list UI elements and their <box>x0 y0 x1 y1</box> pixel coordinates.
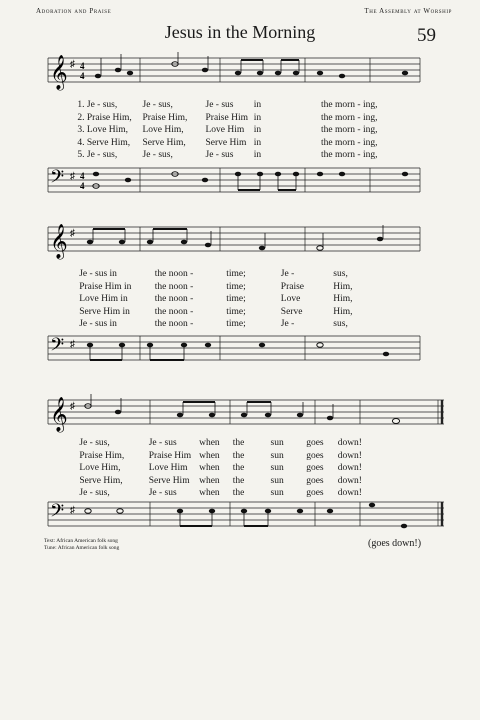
svg-text:♯: ♯ <box>70 339 75 350</box>
lyric-syllable: in <box>253 100 262 110</box>
lyrics-system-1 <box>48 99 428 164</box>
lyric-syllable: sun <box>270 488 284 499</box>
hymn-title: Jesus in the Morning <box>164 22 316 42</box>
lyric-syllable: the noon - <box>154 294 194 305</box>
lyric-syllable: when <box>199 450 220 461</box>
lyric-syllable: sun <box>270 438 284 448</box>
hymn-number: 59 <box>417 25 436 46</box>
svg-text:♯: ♯ <box>70 171 75 182</box>
lyric-syllable: when <box>199 463 220 474</box>
verse-line-3 <box>48 124 428 137</box>
lyric-syllable: 4. Serve Him, <box>77 137 131 148</box>
lyric-syllable: 5. Je - sus, <box>77 150 118 161</box>
lyric-syllable: time; <box>226 294 246 305</box>
lyric-syllable: the <box>232 488 245 499</box>
lyric-syllable: Je - <box>280 269 295 279</box>
tune-credit: Tune: African American folk song <box>44 545 120 551</box>
lyric-syllable: Je - sus, <box>142 100 173 110</box>
bass-clef-icon: 𝄢 <box>50 500 65 525</box>
lyric-syllable: down! <box>337 488 362 499</box>
lyric-syllable: Serve Him, <box>79 475 123 486</box>
lyric-syllable: the noon - <box>154 281 194 292</box>
lyric-syllable: the morn - ing, <box>321 112 378 123</box>
lyric-syllable: down! <box>337 463 362 474</box>
verse-line-1 <box>54 268 424 281</box>
lyric-syllable: the noon - <box>154 269 194 279</box>
lyric-syllable: time; <box>226 319 246 330</box>
lyric-syllable: Serve Him <box>205 137 247 148</box>
treble-staff-system-2 <box>0 221 480 267</box>
lyric-syllable: the morn - ing, <box>321 150 378 161</box>
lyric-syllable: down! <box>337 475 362 486</box>
verse-line-4 <box>54 306 424 319</box>
lyric-syllable: Serve Him, <box>142 137 186 148</box>
treble-staff-system-3 <box>0 394 480 440</box>
bass-staff-system-1 <box>0 162 480 208</box>
lyric-syllable: Je - sus <box>148 438 177 448</box>
lyric-syllable: Serve <box>280 306 303 317</box>
treble-staff-system-1 <box>0 52 480 98</box>
svg-text:♯: ♯ <box>70 59 75 70</box>
lyric-syllable: the <box>232 463 245 474</box>
lyric-syllable: in <box>253 125 262 136</box>
treble-clef-icon: 𝄞 <box>50 398 68 431</box>
lyric-syllable: Him, <box>333 294 353 305</box>
credits <box>44 538 119 552</box>
lyric-syllable: the <box>232 450 245 461</box>
lyric-syllable: the noon - <box>154 319 194 330</box>
lyric-syllable: Je - sus in <box>79 319 117 330</box>
treble-clef-icon: 𝄞 <box>50 225 68 258</box>
verse-line-4 <box>48 137 428 150</box>
svg-text:♯: ♯ <box>70 401 75 412</box>
lyric-syllable: goes <box>306 463 324 474</box>
lyric-syllable: Love Him, <box>142 125 184 136</box>
bass-staff-system-2 <box>0 330 480 376</box>
lyric-syllable: Praise <box>280 281 305 292</box>
bass-clef-icon: 𝄢 <box>50 166 65 191</box>
svg-text:4: 4 <box>80 171 85 181</box>
lyric-syllable: the morn - ing, <box>321 100 378 110</box>
lyric-syllable: goes <box>306 475 324 486</box>
text-credit: Text: African American folk song <box>44 538 118 544</box>
section-header: Adoration and Praise <box>36 7 112 15</box>
lyric-syllable: Love <box>280 294 301 305</box>
lyric-syllable: sus, <box>333 319 348 330</box>
lyric-syllable: 3. Love Him, <box>77 125 129 136</box>
lyric-syllable: sun <box>270 475 284 486</box>
verse-line-3 <box>50 462 430 475</box>
lyric-syllable: Love Him <box>205 125 245 136</box>
book-section-header: The Assembly at Worship <box>364 7 452 15</box>
lyric-syllable: the morn - ing, <box>321 137 378 148</box>
lyric-syllable: Praise Him, <box>142 112 188 123</box>
lyric-syllable: Praise Him <box>148 450 192 461</box>
lyric-syllable: Praise Him <box>205 112 248 123</box>
lyrics-system-2 <box>54 268 424 333</box>
bass-staff-system-3 <box>0 496 480 542</box>
lyric-syllable: goes <box>306 450 324 461</box>
lyric-syllable: down! <box>337 450 362 461</box>
lyric-syllable: when <box>199 475 220 486</box>
lyric-syllable: Je - <box>280 319 295 330</box>
verse-line-2 <box>50 450 430 463</box>
lyric-syllable: down! <box>337 438 362 448</box>
lyric-syllable: the <box>232 438 245 448</box>
lyric-syllable: Je - sus in <box>79 269 117 279</box>
lyric-syllable: the noon - <box>154 306 194 317</box>
lyric-syllable: Love Him <box>148 463 188 474</box>
lyric-syllable: time; <box>226 306 246 317</box>
bass-lyric-note: (goes down!) <box>368 538 422 549</box>
lyric-syllable: the morn - ing, <box>321 125 378 136</box>
lyric-syllable: Praise Him, <box>79 450 125 461</box>
lyric-syllable: time; <box>226 269 246 279</box>
lyric-syllable: goes <box>306 488 324 499</box>
lyric-syllable: time; <box>226 281 246 292</box>
lyric-syllable: in <box>253 112 262 123</box>
lyric-syllable: Je - sus, <box>79 488 110 499</box>
lyric-syllable: Je - sus <box>205 150 234 161</box>
lyric-syllable: goes <box>306 438 324 448</box>
lyric-syllable: in <box>253 150 262 161</box>
lyric-syllable: sus, <box>333 269 348 279</box>
svg-text:4: 4 <box>80 71 85 81</box>
verse-line-2 <box>54 281 424 294</box>
verse-line-1 <box>48 99 428 112</box>
bass-clef-icon: 𝄢 <box>50 334 65 359</box>
verse-line-5 <box>48 149 428 162</box>
lyric-syllable: when <box>199 488 220 499</box>
lyric-syllable: Je - sus <box>148 488 177 499</box>
lyric-syllable: Love Him, <box>79 463 121 474</box>
lyric-syllable: Praise Him in <box>79 281 132 292</box>
verse-line-3 <box>54 293 424 306</box>
lyric-syllable: sun <box>270 463 284 474</box>
lyric-syllable: 1. Je - sus, <box>77 100 118 110</box>
verse-line-4 <box>50 475 430 488</box>
lyric-syllable: Him, <box>333 281 353 292</box>
lyric-syllable: Je - sus, <box>79 438 110 448</box>
lyric-syllable: Je - sus <box>205 100 234 110</box>
lyrics-system-3 <box>50 437 430 502</box>
lyric-syllable: when <box>199 438 220 448</box>
verse-line-1 <box>50 437 430 450</box>
lyric-syllable: Love Him in <box>79 294 128 305</box>
lyric-syllable: 2. Praise Him, <box>77 112 132 123</box>
svg-text:♯: ♯ <box>70 505 75 516</box>
lyric-syllable: in <box>253 137 262 148</box>
lyric-syllable: Him, <box>333 306 353 317</box>
treble-clef-icon: 𝄞 <box>50 56 68 89</box>
lyric-syllable: Serve Him <box>148 475 190 486</box>
verse-line-2 <box>48 112 428 125</box>
lyric-syllable: sun <box>270 450 284 461</box>
lyric-syllable: Serve Him in <box>79 306 130 317</box>
svg-text:4: 4 <box>80 61 85 71</box>
lyric-syllable: Je - sus, <box>142 150 173 161</box>
svg-text:♯: ♯ <box>70 228 75 239</box>
svg-text:4: 4 <box>80 181 85 191</box>
lyric-syllable: the <box>232 475 245 486</box>
